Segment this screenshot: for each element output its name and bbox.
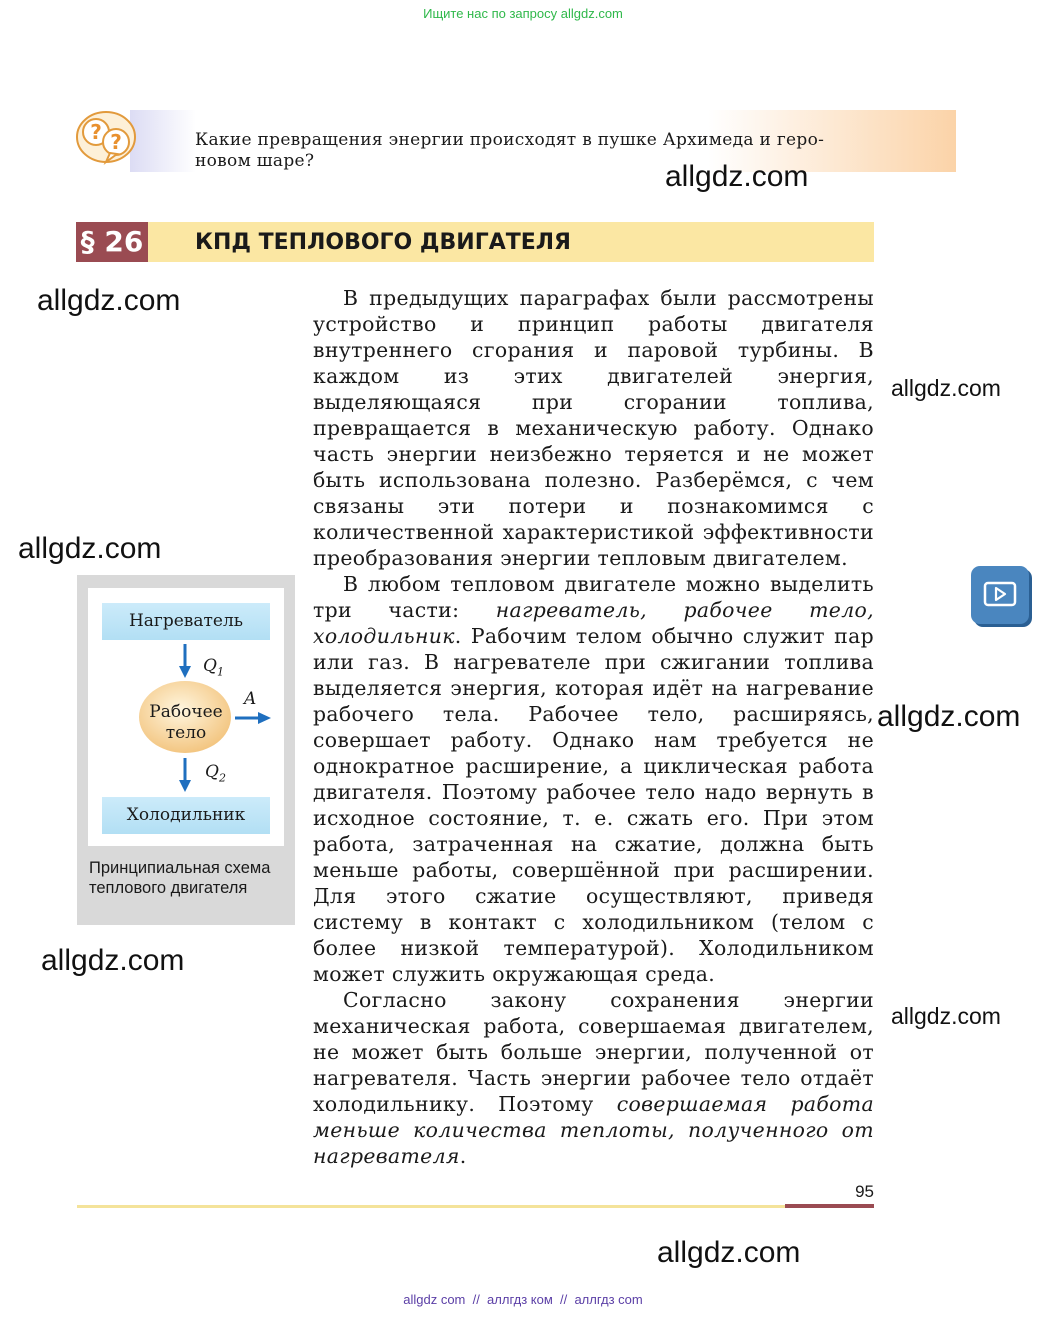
q1-subscript: 1 bbox=[216, 665, 224, 679]
q1-label bbox=[203, 656, 224, 678]
footer-accent bbox=[785, 1204, 874, 1208]
paragraph-2-terms: нагреватель, рабочее тело, холодильник bbox=[313, 598, 874, 648]
working-body-line-2: тело bbox=[165, 723, 207, 743]
question-line-1: Какие превращения энергии происходят в пушке Архимеда и геро- bbox=[195, 130, 825, 150]
section-title: КПД ТЕПЛОВОГО ДВИГАТЕЛЯ bbox=[195, 230, 571, 255]
question-bubbles-icon bbox=[76, 110, 140, 168]
paragraph-1: В предыдущих параграфах были рассмотрены устройство и принцип работы двигателя внутреннего сгорания и паровой турбины. В каждом из этих двигателей энергия, выделяющаяся при сгорании топлива, превращается в механическую работу. Однако часть энергии неизбежно теряется и не может быть использована полезно. Разберёмся, с чем связаны эти потери и познакомимся с количественной характеристикой эффективности преобразования энергии тепловым двигателем. bbox=[313, 286, 874, 570]
paragraph-3-end: . bbox=[459, 1144, 467, 1168]
paragraph-2-rest: . Рабочим телом обычно служит пар или газ. В нагревателе при сжигании топлива выделяется энергия, которая идёт на нагревание рабочего тела. Рабочее тело, расширяясь, совершает работу. Однако нам требуется не однократное расширение, а циклическая работа двигателя. Поэтому рабочее тело надо вернуть в исходное состояние, т. е. сжать его. При этом работа, затраченная на сжатие, должна быть меньше работы, совершённой при расширении. Для этого сжатие осуществляют, приведя систему в контакт с холодильником (телом с более низкой температурой). Холодильником может служить окружающая среда. bbox=[313, 624, 874, 986]
play-icon bbox=[971, 566, 1029, 624]
paragraph-3-start: Согласно закону сохранения энергии механическая работа, совершаемая двигателем, не может быть больше энергии, полученной от нагревателя. Часть энергии рабочее тело отдаёт холодильнику. Поэтому bbox=[313, 988, 874, 1116]
heater-block: Нагреватель bbox=[102, 603, 270, 640]
watermark: allgdz.com bbox=[41, 944, 185, 977]
top-search-link[interactable]: Ищите нас по запросу allgdz.com bbox=[423, 6, 623, 21]
work-label: A bbox=[244, 689, 257, 709]
working-body-line-1: Рабочее bbox=[149, 702, 223, 722]
body-text bbox=[313, 285, 874, 1169]
footer-line bbox=[77, 1205, 785, 1208]
page-number: 95 bbox=[855, 1182, 874, 1201]
q2-symbol: Q bbox=[205, 762, 219, 782]
q1-symbol: Q bbox=[203, 656, 217, 676]
figure-caption: Принципиальная схема теплового двигателя bbox=[89, 859, 271, 897]
watermark: allgdz.com bbox=[665, 160, 809, 193]
watermark: allgdz.com bbox=[891, 375, 1001, 401]
question-line-2: новом шаре? bbox=[195, 151, 315, 171]
svg-text:?: ? bbox=[90, 120, 102, 144]
watermark: allgdz.com bbox=[877, 700, 1021, 733]
paragraph-2-start: В любом тепловом двигателе можно выделить три части: bbox=[313, 572, 874, 622]
paragraph-3 bbox=[313, 987, 874, 1169]
video-play-button[interactable] bbox=[971, 566, 1029, 624]
paragraph-3-emphasis: совершаемая работа меньше количества теплоты, полученного от нагревателя bbox=[313, 1092, 874, 1168]
paragraph-2 bbox=[313, 571, 874, 987]
svg-text:?: ? bbox=[110, 130, 122, 154]
q2-label bbox=[205, 762, 226, 784]
watermark: allgdz.com bbox=[18, 532, 162, 565]
working-body-label bbox=[140, 702, 232, 744]
watermark: allgdz.com bbox=[891, 1003, 1001, 1029]
section-number: § 26 bbox=[76, 222, 148, 262]
cooler-block: Холодильник bbox=[102, 797, 270, 834]
q2-subscript: 2 bbox=[218, 771, 226, 785]
watermark: allgdz.com bbox=[37, 284, 181, 317]
bottom-links[interactable]: allgdz com // аллгдз ком // аллгдз com bbox=[403, 1292, 643, 1307]
watermark: allgdz.com bbox=[657, 1236, 801, 1269]
